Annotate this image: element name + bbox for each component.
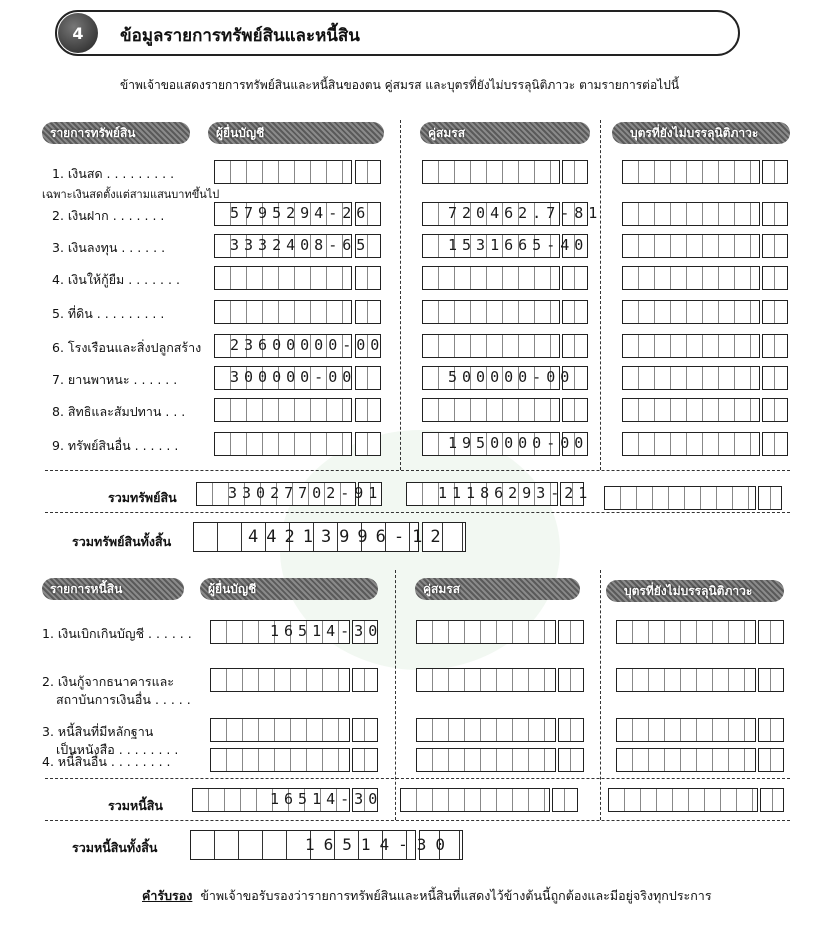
asset-declarant-baht-box[interactable] [214, 160, 352, 184]
liability-children-satang-box[interactable] [758, 668, 784, 692]
asset-spouse-baht-box[interactable] [422, 266, 560, 290]
asset-children-baht-box[interactable] [622, 366, 760, 390]
liabilities-spouse-header: คู่สมรส [415, 578, 580, 600]
liability-row-label: 3. หนี้สินที่มีหลักฐาน [42, 724, 154, 739]
liabilities-total-spouse-satang[interactable] [552, 788, 578, 812]
certification-text: ข้าพเจ้าขอรับรองว่ารายการทรัพย์สินและหนี้สินที่แสดงไว้ข้างต้นนี้ถูกต้องและมีอยู่จริงทุกประการ [200, 888, 712, 903]
liability-children-baht-box[interactable] [616, 668, 756, 692]
asset-row-label: 5. ที่ดิน . . . . . . . . . [52, 306, 165, 321]
asset-children-baht-box[interactable] [622, 300, 760, 324]
liability-row-label-cont: เป็นหนังสือ . . . . . . . . [56, 742, 179, 757]
liability-spouse-baht-box[interactable] [416, 718, 556, 742]
liability-spouse-satang-box[interactable] [558, 748, 584, 772]
liability-row-label-cont: สถาบันการเงินอื่น . . . . . [56, 692, 191, 707]
certification [142, 886, 712, 906]
asset-children-satang-box[interactable] [762, 234, 788, 258]
column-divider [395, 570, 396, 820]
liability-children-satang-box[interactable] [758, 718, 784, 742]
liabilities-grand-total-label: รวมหนี้สินทั้งสิ้น [72, 840, 158, 855]
liability-spouse-satang-box[interactable] [558, 718, 584, 742]
asset-children-baht-box[interactable] [622, 398, 760, 422]
asset-spouse-satang-box[interactable] [562, 266, 588, 290]
liability-children-baht-box[interactable] [616, 748, 756, 772]
section-divider [45, 820, 790, 821]
section-title: ข้อมูลรายการทรัพย์สินและหนี้สิน [120, 26, 360, 46]
liability-children-satang-box[interactable] [758, 620, 784, 644]
column-divider [600, 570, 601, 820]
asset-declarant-value: 3332408-65 [230, 236, 371, 254]
assets-total-declarant-value: 33027702-91 [228, 484, 383, 502]
assets-children-header: บุตรที่ยังไม่บรรลุนิติภาวะ [612, 122, 790, 144]
asset-spouse-baht-box[interactable] [422, 398, 560, 422]
asset-children-baht-box[interactable] [622, 202, 760, 226]
asset-spouse-baht-box[interactable] [422, 334, 560, 358]
column-divider [400, 120, 401, 470]
asset-children-satang-box[interactable] [762, 160, 788, 184]
asset-declarant-value: 300000-00 [230, 368, 357, 386]
asset-declarant-baht-box[interactable] [214, 398, 352, 422]
assets-grand-total-value: 44213996-12 [248, 527, 449, 547]
asset-declarant-value: 23600000-00 [230, 336, 385, 354]
asset-row-label: 4. เงินให้กู้ยืม . . . . . . . [52, 272, 180, 287]
assets-grand-total-label: รวมทรัพย์สินทั้งสิ้น [72, 534, 172, 549]
asset-row-label: 7. ยานพาหนะ . . . . . . [52, 372, 178, 387]
column-divider [600, 120, 601, 470]
liability-spouse-satang-box[interactable] [558, 620, 584, 644]
asset-spouse-baht-box[interactable] [422, 300, 560, 324]
liability-spouse-satang-box[interactable] [558, 668, 584, 692]
assets-items-header: รายการทรัพย์สิน [42, 122, 190, 144]
assets-total-label: รวมทรัพย์สิน [108, 490, 177, 505]
asset-declarant-baht-box[interactable] [214, 300, 352, 324]
assets-total-spouse-value: 11186293-21 [438, 484, 593, 502]
asset-children-satang-box[interactable] [762, 398, 788, 422]
liability-spouse-baht-box[interactable] [416, 620, 556, 644]
asset-declarant-satang-box[interactable] [355, 366, 381, 390]
liability-row-label: 4. หนี้สินอื่น . . . . . . . . [42, 754, 171, 769]
asset-children-baht-box[interactable] [622, 334, 760, 358]
asset-declarant-satang-box[interactable] [355, 300, 381, 324]
liabilities-total-label: รวมหนี้สิน [108, 798, 163, 813]
liabilities-declarant-header: ผู้ยื่นบัญชี [200, 578, 378, 600]
certification-heading: คำรับรอง [142, 888, 193, 903]
liability-declarant-satang-box[interactable] [352, 668, 378, 692]
liability-children-satang-box[interactable] [758, 748, 784, 772]
asset-spouse-baht-box[interactable] [422, 160, 560, 184]
asset-children-baht-box[interactable] [622, 266, 760, 290]
asset-children-satang-box[interactable] [762, 300, 788, 324]
asset-row-label: 6. โรงเรือนและสิ่งปลูกสร้าง [52, 340, 202, 355]
liability-declarant-value: 16514-30 [270, 622, 383, 640]
asset-declarant-satang-box[interactable] [355, 266, 381, 290]
asset-row-label: 1. เงินสด . . . . . . . . . [52, 166, 175, 181]
liability-declarant-satang-box[interactable] [352, 748, 378, 772]
asset-declarant-baht-box[interactable] [214, 266, 352, 290]
liability-spouse-baht-box[interactable] [416, 748, 556, 772]
asset-children-satang-box[interactable] [762, 334, 788, 358]
liabilities-total-declarant-value: 16514-30 [270, 790, 383, 808]
liability-declarant-baht-box[interactable] [210, 668, 350, 692]
asset-declarant-satang-box[interactable] [355, 398, 381, 422]
intro-text: ข้าพเจ้าขอแสดงรายการทรัพย์สินและหนี้สินของตน คู่สมรส และบุตรที่ยังไม่บรรลุนิติภาวะ ตามรายการต่อไปนี้ [120, 78, 680, 92]
assets-total-children-box[interactable] [604, 486, 756, 510]
liability-spouse-baht-box[interactable] [416, 668, 556, 692]
asset-children-satang-box[interactable] [762, 266, 788, 290]
asset-children-satang-box[interactable] [762, 202, 788, 226]
asset-row-label: 8. สิทธิและสัมปทาน . . . [52, 404, 186, 419]
asset-row-label: 3. เงินลงทุน . . . . . . [52, 240, 166, 255]
liabilities-total-spouse-box[interactable] [400, 788, 550, 812]
liabilities-children-header: บุตรที่ยังไม่บรรลุนิติภาวะ [606, 580, 784, 602]
asset-children-satang-box[interactable] [762, 432, 788, 456]
liability-row-label: 1. เงินเบิกเกินบัญชี . . . . . . [42, 626, 192, 641]
asset-spouse-value: 1531665-40 [448, 236, 589, 254]
asset-spouse-satang-box[interactable] [562, 160, 588, 184]
asset-spouse-satang-box[interactable] [562, 334, 588, 358]
asset-children-baht-box[interactable] [622, 432, 760, 456]
asset-row-label: 2. เงินฝาก . . . . . . . [52, 208, 165, 223]
asset-children-baht-box[interactable] [622, 234, 760, 258]
asset-spouse-satang-box[interactable] [562, 398, 588, 422]
asset-spouse-satang-box[interactable] [562, 300, 588, 324]
section-divider [45, 470, 790, 471]
asset-children-satang-box[interactable] [762, 366, 788, 390]
liabilities-total-children-box[interactable] [608, 788, 758, 812]
cash-note: เฉพาะเงินสดตั้งแต่สามแสนบาทขึ้นไป [42, 188, 220, 201]
asset-declarant-satang-box[interactable] [355, 160, 381, 184]
asset-declarant-baht-box[interactable] [214, 432, 352, 456]
asset-row-label: 9. ทรัพย์สินอื่น . . . . . . [52, 438, 179, 453]
liability-declarant-baht-box[interactable] [210, 718, 350, 742]
asset-children-baht-box[interactable] [622, 160, 760, 184]
assets-declarant-header: ผู้ยื่นบัญชี [208, 122, 384, 144]
assets-spouse-header: คู่สมรส [420, 122, 590, 144]
asset-spouse-value: 500000-00 [448, 368, 575, 386]
liabilities-total-children-satang[interactable] [760, 788, 784, 812]
asset-declarant-value: 5795294-26 [230, 204, 371, 222]
liability-declarant-satang-box[interactable] [352, 718, 378, 742]
asset-spouse-value: 720462.7-81 [448, 204, 603, 222]
section-number-badge: 4 [58, 13, 98, 53]
liabilities-items-header: รายการหนี้สิน [42, 578, 184, 600]
liability-children-baht-box[interactable] [616, 620, 756, 644]
liabilities-grand-total-value: 16514-30 [305, 835, 455, 854]
assets-total-children-satang[interactable] [758, 486, 782, 510]
liability-declarant-baht-box[interactable] [210, 748, 350, 772]
liability-row-label: 2. เงินกู้จากธนาคารและ [42, 674, 175, 689]
asset-spouse-value: 1950000-00 [448, 434, 589, 452]
liability-children-baht-box[interactable] [616, 718, 756, 742]
section-divider [45, 512, 790, 513]
section-divider [45, 778, 790, 779]
asset-declarant-satang-box[interactable] [355, 432, 381, 456]
